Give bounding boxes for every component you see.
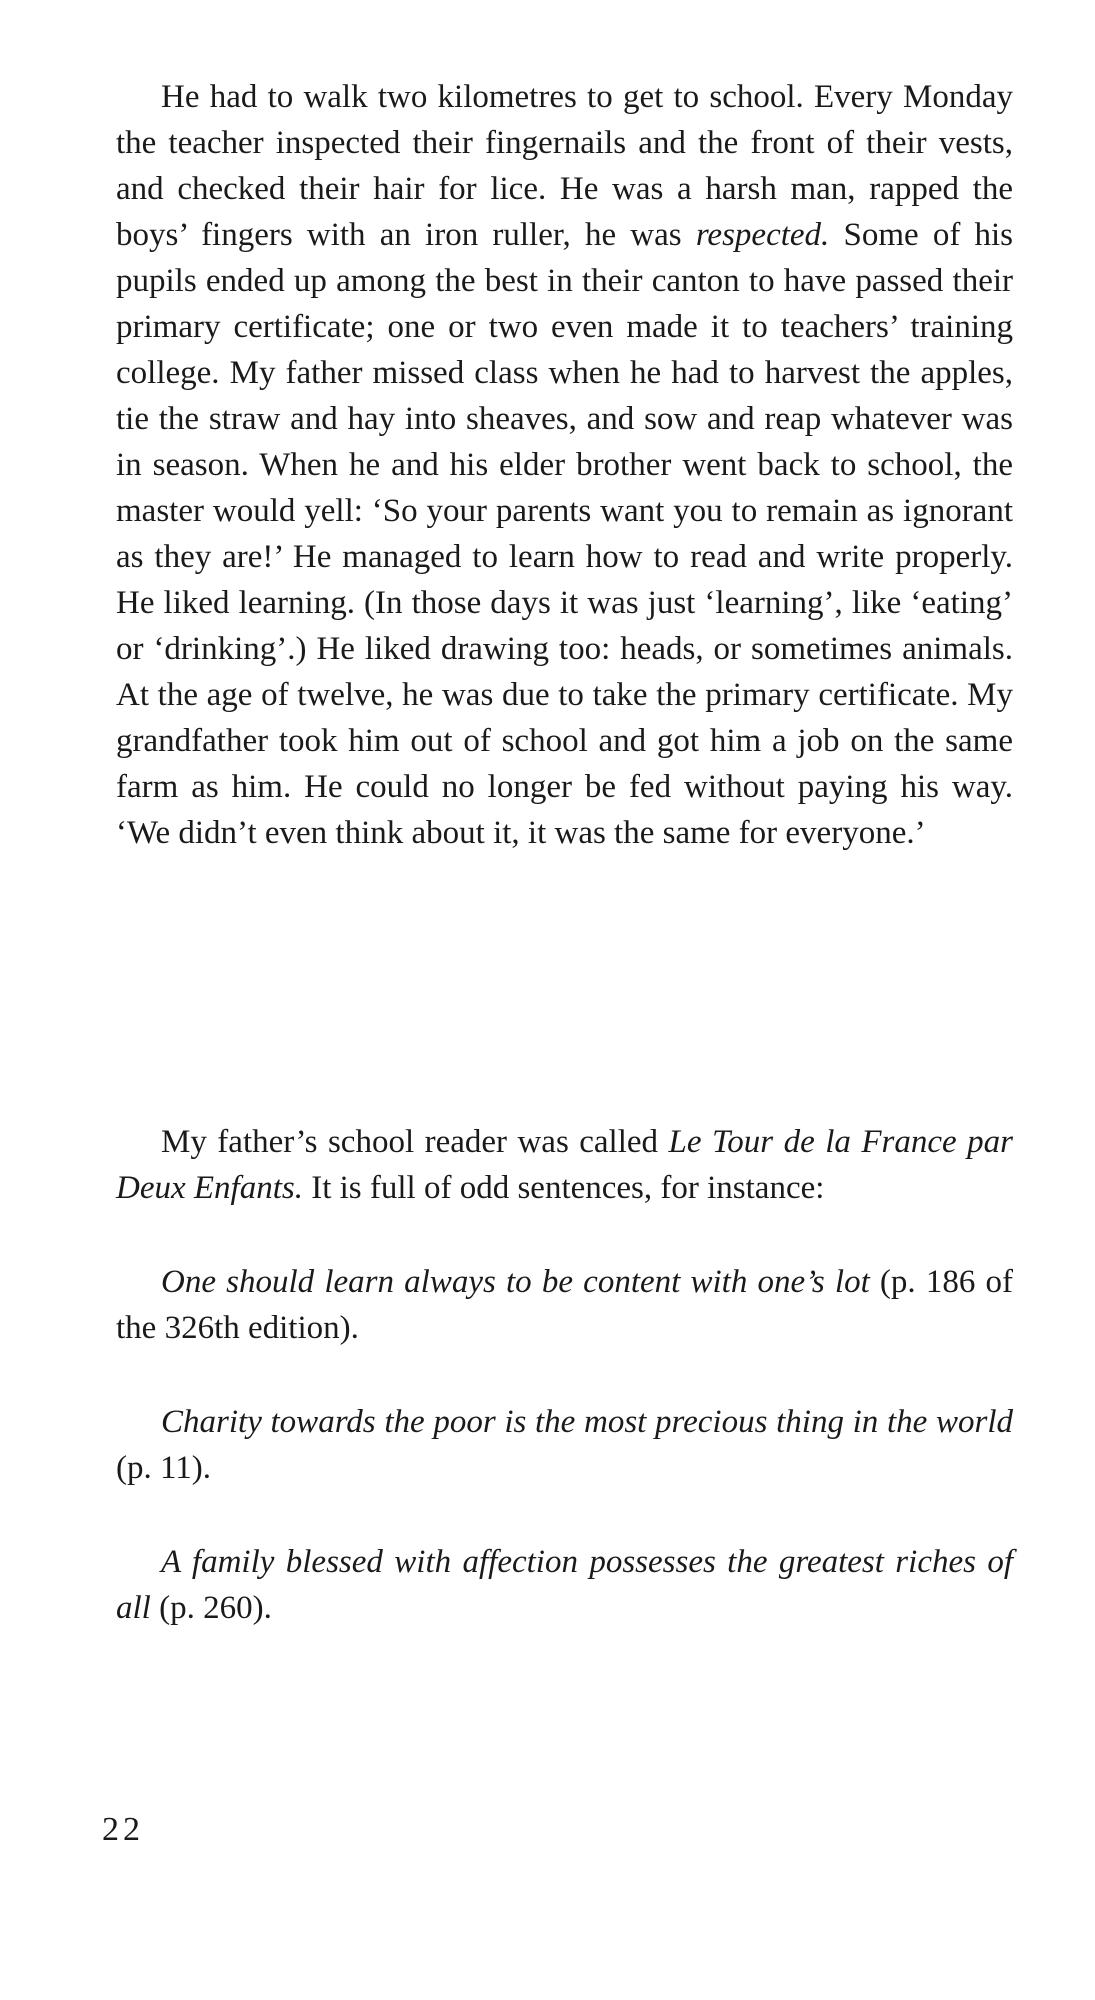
quote-page-reference: (p. 260). (150, 1590, 272, 1626)
quote-text: One should learn always to be content with one’s lot (161, 1264, 870, 1300)
page-number: 22 (102, 1811, 144, 1848)
quote-text: Charity towards the poor is the most precious thing in the world (161, 1404, 1013, 1440)
paragraph-1-text-start: He had to walk two kilometres to get to school. Every Monday the teacher inspected their fingernails and the front of their vests, and checked their hair for lice. He was a harsh man, rapped the boys’ fingers with an iron ruller, he was (116, 79, 1013, 253)
paragraph-school-reader (116, 1119, 1013, 1211)
quote-page-reference: (p. 186 of the 326th edition). (116, 1264, 1014, 1346)
paragraph-school-walk (116, 74, 1013, 856)
quote-family-affection (116, 1539, 1013, 1631)
paragraph-2-text-start: My father’s school reader was called (161, 1124, 669, 1160)
book-title: Le Tour de la France par Deux Enfants. (116, 1124, 1013, 1206)
paragraph-1-text-end: Some of his pupils ended up among the best in their canton to have passed their primary certificate; one or two even made it to teachers’ training college. My father missed class when he had to harvest the apples, tie the straw and hay into sheaves, and sow and reap whatever was in season. When he and his elder brother went back to school, the master would yell: ‘So your parents want you to remain as ignorant as they are!’ He managed to learn how to read and write properly. He liked learning. (In those days it was just ‘learning’, like ‘eating’ or ‘drinking’.) He liked drawing too: heads, or sometimes animals. At the age of twelve, he was due to take the primary certificate. My grandfather took him out of school and got him a job on the same farm as him. He could no longer be fed without paying his way. ‘We didn’t even think about it, it was the same for everyone.’ (116, 217, 1013, 851)
paragraph-2-text-end: It is full of odd sentences, for instance: (302, 1170, 825, 1206)
emphasis-respected: respected. (695, 217, 830, 253)
quote-content-with-lot (116, 1259, 1013, 1351)
quote-charity (116, 1399, 1013, 1491)
quote-page-reference: (p. 11). (116, 1450, 212, 1486)
quote-text: A family blessed with affection possesses the greatest riches of all (116, 1544, 1013, 1626)
